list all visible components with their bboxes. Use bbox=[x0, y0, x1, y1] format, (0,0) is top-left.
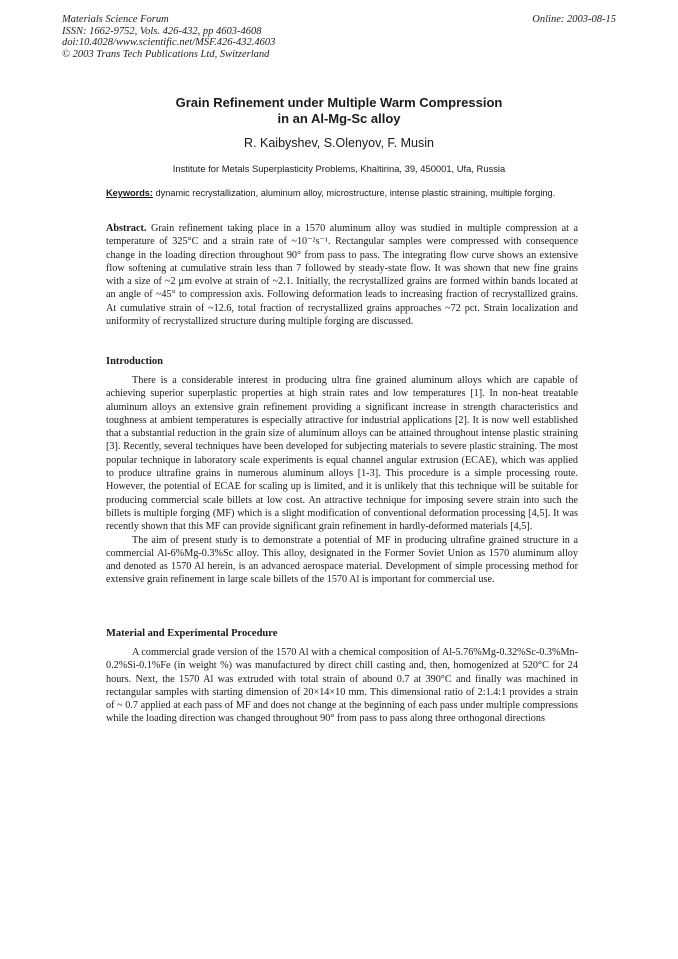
copyright-line: © 2003 Trans Tech Publications Ltd, Switzerland bbox=[62, 48, 270, 60]
introduction-paragraph: There is a considerable interest in producing ultra fine grained aluminum alloys which are capable of achieving superior superplastic properties at high strain rates and low temperatures [1]. In non-heat treatable aluminum alloys an extensive grain refinement providing a significant increase in strength characteristics and toughness at ambient temperatures is especially attractive for industrial applications [2]. It is now well established that a substantial reduction in the grain size of aluminum alloys can be attained throughout intense plastic straining [3]. Recently, several techniques have been developed for subjecting materials to severe plastic straining. The most popular technique in laboratory scale experiments is equal channel angular extrusion (ECAE), which was applied to produce ultrafine grains in numerous aluminum alloys [1-3]. This procedure is a simple processing route. However, the potential of ECAE for scaling up is limited, and it is unlikely that this technique will be suitable for producing commercial scale billets at low cost. An attractive technique for imposing severe strain into such the billets is multiple forging (MF) which is a slight modification of conventional deformation processing [4,5]. It was recently shown that this MF can provide significant grain refinement in hardly-deformed materials [4,5]. bbox=[106, 375, 578, 533]
material-paragraph: A commercial grade version of the 1570 Al with a chemical composition of Al-5.76%Mg-0.32%Sc-0.3%Mn-0.2%Si-0.1%Fe (in weight %) was manufactured by direct chill casting and, then, homogenized at 520°C for 24 hours. Next, the 1570 Al was extruded with total strain of abound 0.7 at 390°C and finally was machined in rectangular samples with starting dimension of 20×14×10 mm. This dimensional ratio of 2:1.4:1 provides a strain of ~ 0.7 applied at each pass of MF and does not change at the beginning of each pass under multiple compressions while the loading direction was changed throughout 90° from pass to pass along three orthogonal directions bbox=[106, 647, 578, 725]
page-header bbox=[62, 14, 616, 60]
authors: R. Kaibyshev, S.Olenyov, F. Musin bbox=[244, 136, 434, 150]
paper-title bbox=[100, 95, 578, 126]
keywords-text: dynamic recrystallization, aluminum alloy, microstructure, intense plastic straining, multiple forging. bbox=[152, 188, 556, 198]
online-date: Online: 2003-08-15 bbox=[532, 14, 616, 25]
journal-name: Materials Science Forum bbox=[62, 14, 169, 25]
abstract bbox=[106, 222, 578, 328]
abstract-label: Abstract. bbox=[106, 223, 147, 234]
keywords-label: Keywords: bbox=[106, 188, 153, 198]
keywords bbox=[106, 187, 578, 199]
title-line-1: Grain Refinement under Multiple Warm Compression bbox=[175, 95, 503, 110]
introduction-heading: Introduction bbox=[106, 356, 163, 367]
material-heading: Material and Experimental Procedure bbox=[106, 628, 278, 639]
material-section bbox=[106, 646, 578, 726]
introduction-section bbox=[106, 374, 578, 587]
introduction-paragraph: The aim of present study is to demonstrate a potential of MF in producing ultrafine grained structure in a commercial Al-6%Mg-0.3%Sc alloy. This alloy, designated in the Former Soviet Union as 1570 aluminum alloy and denoted as 1570 Al herein, is an advanced aerospace material. Development of simple processing method for extensive grain refinement in large scale billets of the 1570 Al is important for commercial use. bbox=[106, 534, 578, 586]
doi-line: doi:10.4028/www.scientific.net/MSF.426-432.4603 bbox=[62, 37, 276, 48]
issn-line: ISSN: 1662-9752, Vols. 426-432, pp 4603-4608 bbox=[62, 25, 262, 37]
abstract-text: Grain refinement taking place in a 1570 aluminum alloy was studied in multiple compression at a temperature of 325°C and a strain rate of ~10⁻²s⁻¹. Rectangular samples were compressed with consequence change in the loading direction throughout 90° from pass to pass. The integrating flow curve shows an extensive flow softening at cumulative strain less than 7 followed by steady-state flow. It was shown that new fine grains with a size of ~2 μm evolve at strain of ~2.1. Initially, the recrystallized grains are formed within bands located at an angle of ~45° to compression axis. Following deformation leads to increasing fraction of recrystallized grains. At cumulative strain of ~12.6, total fraction of recrystallized grains approaches ~72 pct. Strain localization and uniformity of recrystallized structure during multiple forging are discussed. bbox=[106, 223, 578, 328]
title-line-2: in an Al-Mg-Sc alloy bbox=[277, 110, 401, 126]
affiliation: Institute for Metals Superplasticity Problems, Khaltirina, 39, 450001, Ufa, Russia bbox=[172, 163, 506, 174]
